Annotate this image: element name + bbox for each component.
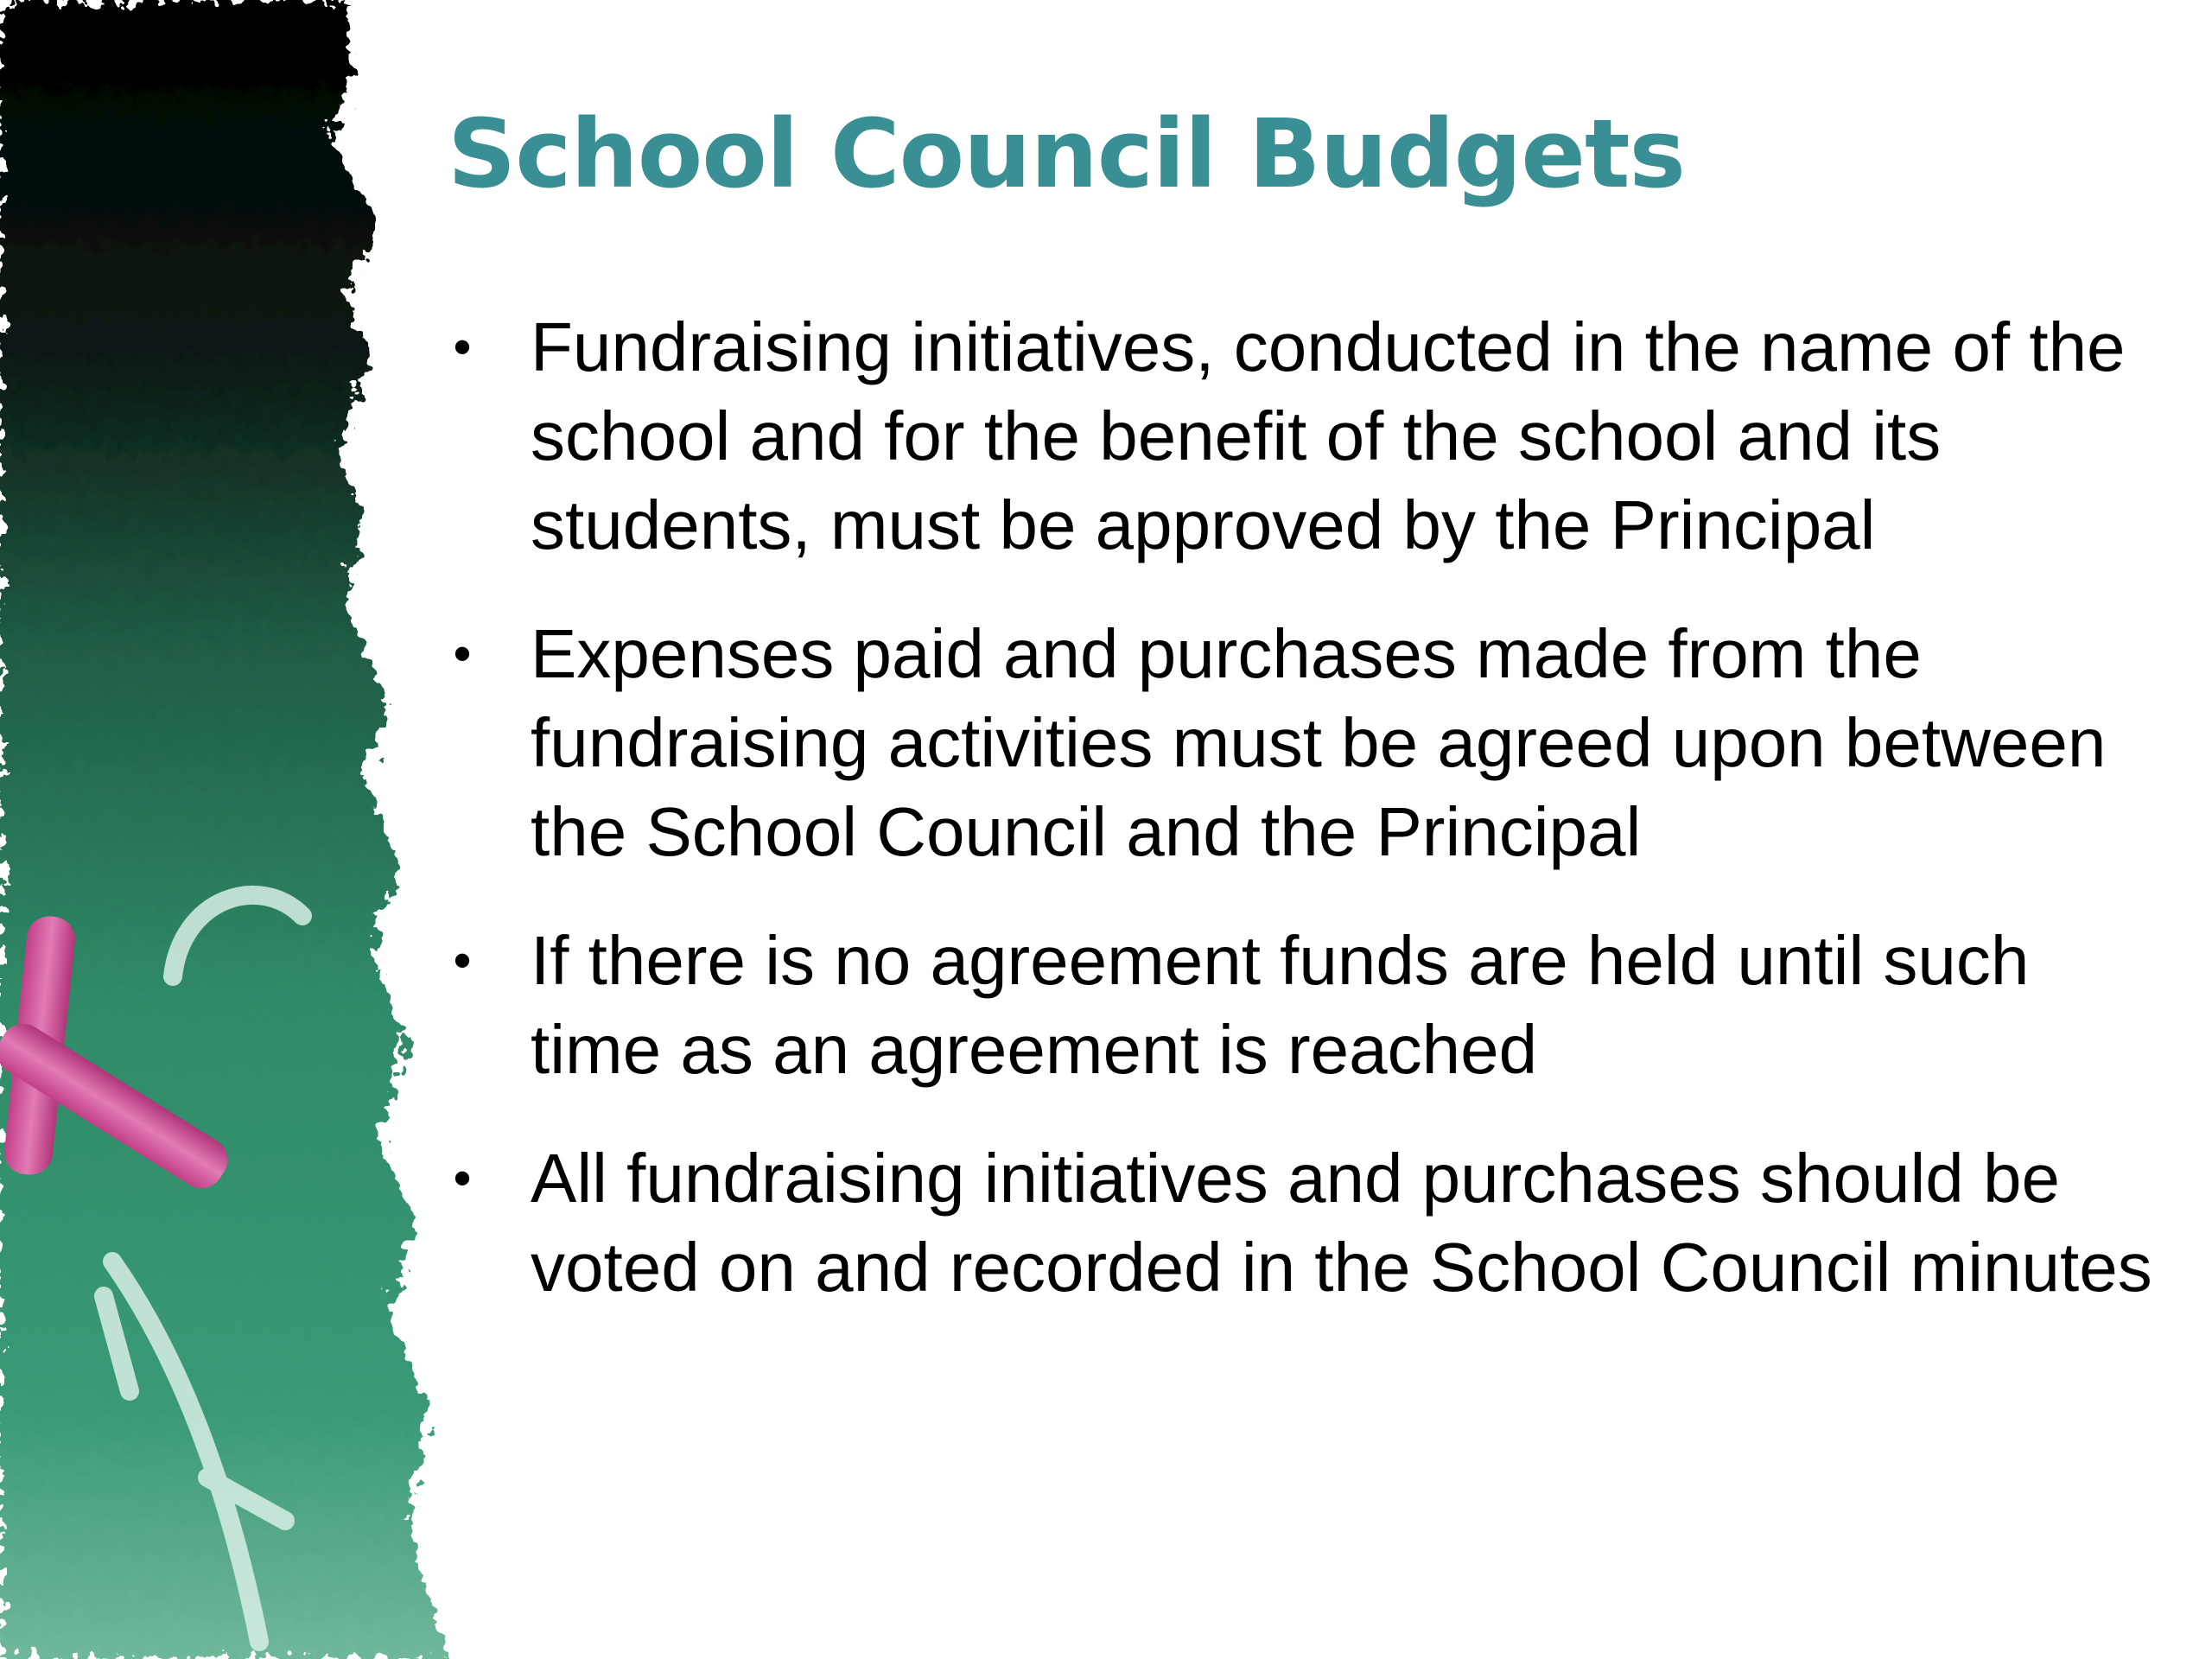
bullet-text: All fundraising initiatives and purchases should be voted on and recorded in the School Council minutes: [531, 1140, 2152, 1306]
bullet-item-voting: [441, 1134, 2169, 1312]
bullet-dot: •: [453, 318, 472, 376]
bullet-item-expenses: [441, 609, 2169, 876]
slide-title: School Council Budgets: [448, 99, 1686, 209]
bullet-text: If there is no agreement funds are held until such time as an agreement is reached: [531, 922, 2030, 1088]
bullet-dot: •: [453, 625, 472, 683]
bullet-text: Expenses paid and purchases made from the fundraising activities must be agreed upon between the School Council and the Principal: [531, 615, 2107, 870]
bullet-dot: •: [453, 931, 472, 989]
bullet-item-no-agreement: [441, 916, 2169, 1094]
bullet-list: [441, 302, 2169, 1351]
bullet-dot: •: [453, 1149, 472, 1207]
bullet-item-approval: [441, 302, 2169, 569]
chalkboard-shape: [0, 0, 449, 1659]
bullet-text: Fundraising initiatives, conducted in the name of the school and for the benefit of the school and its students, must be approved by the Principal: [531, 308, 2126, 563]
